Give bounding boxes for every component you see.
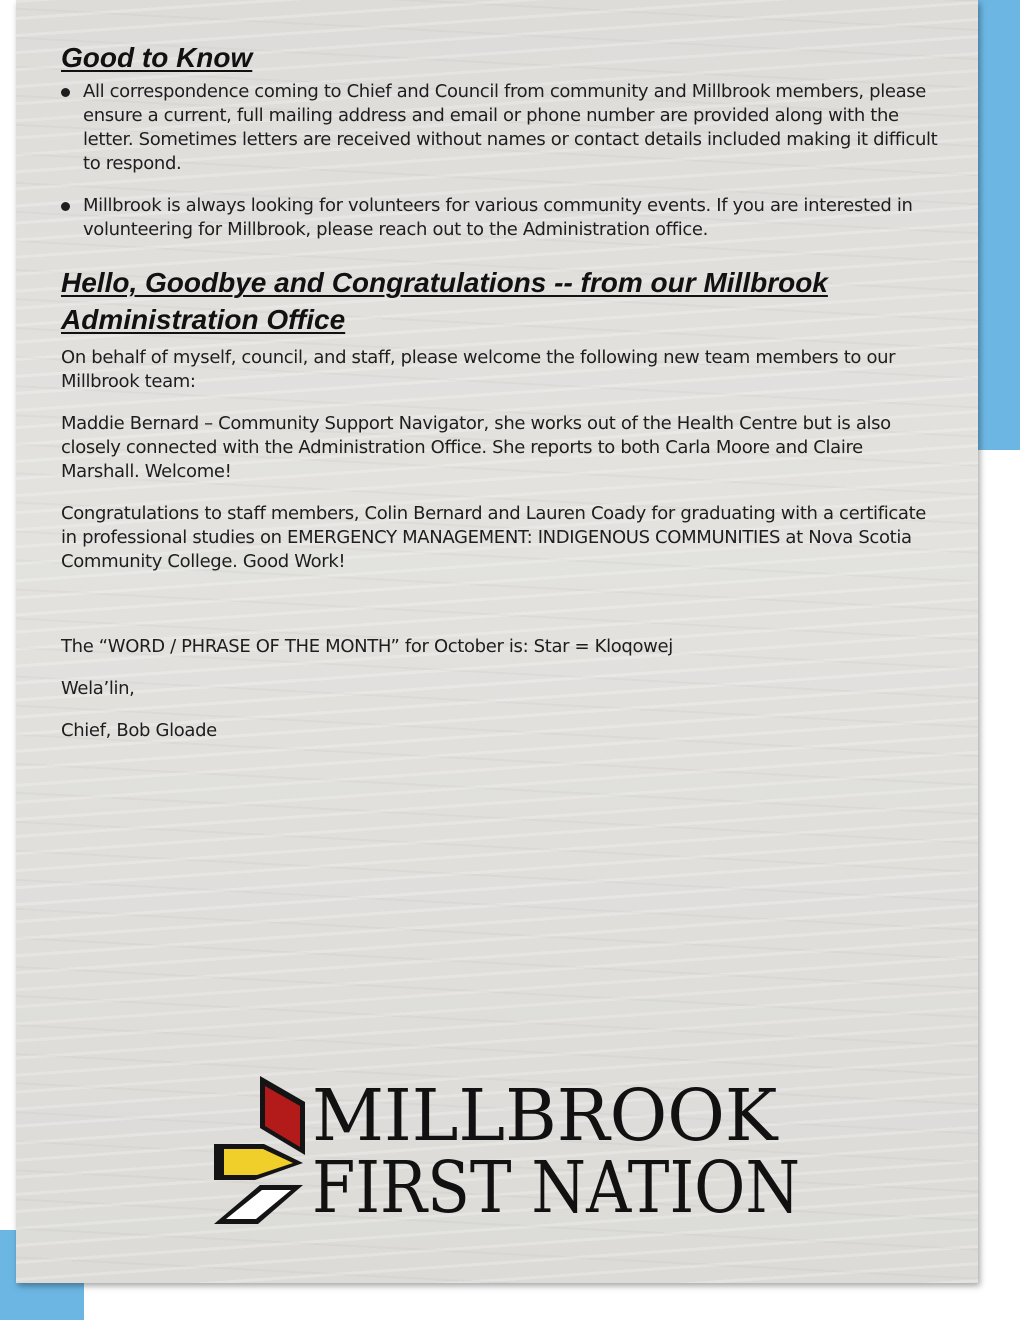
list-item <box>61 80 941 176</box>
bullet-text: All correspondence coming to Chief and Council from community and Millbrook members, please ensure a current, full mailing address and email or phone number are provided along with the letter. Sometimes letters are received without names or contact details included making it difficult to respond. <box>83 81 938 174</box>
good-to-know-heading: Good to Know <box>61 42 253 73</box>
newsletter-page <box>16 0 978 1283</box>
congratulations-paragraph: Congratulations to staff members, Colin Bernard and Lauren Coady for graduating with a certificate in professional studies on EMERGENCY MANAGEMENT: INDIGENOUS COMMUNITIES at Nova Scotia Community College. Good Work! <box>61 503 926 572</box>
bullet-icon <box>61 202 70 211</box>
hello-goodbye-heading: Hello, Goodbye and Congratulations -- from our Millbrook Administration Office <box>61 267 828 335</box>
logo-name-line-1: MILLBROOK <box>312 1074 778 1157</box>
bullet-icon <box>61 88 70 97</box>
page-content <box>61 38 941 761</box>
welcome-intro-paragraph: On behalf of myself, council, and staff, please welcome the following new team members to our Millbrook team: <box>61 347 896 392</box>
signature: Chief, Bob Gloade <box>61 720 217 741</box>
millbrook-logo <box>200 1072 960 1232</box>
new-member-paragraph: Maddie Bernard – Community Support Navigator, she works out of the Health Centre but is also closely connected with the Administration Office. She reports to both Carla Moore and Claire Marshall. Welcome! <box>61 413 891 482</box>
logo-name-line-2: FIRST NATION <box>312 1146 801 1229</box>
list-item <box>61 194 941 242</box>
spacer <box>61 592 941 635</box>
word-of-the-month: The “WORD / PHRASE OF THE MONTH” for October is: Star = Kloqowej <box>61 636 673 657</box>
closing-line: Wela’lin, <box>61 678 135 699</box>
millbrook-arrow-mark-icon <box>200 1072 310 1232</box>
bullet-text: Millbrook is always looking for volunteers for various community events. If you are interested in volunteering for Millbrook, please reach out to the Administration office. <box>83 195 913 240</box>
good-to-know-list <box>61 80 941 242</box>
